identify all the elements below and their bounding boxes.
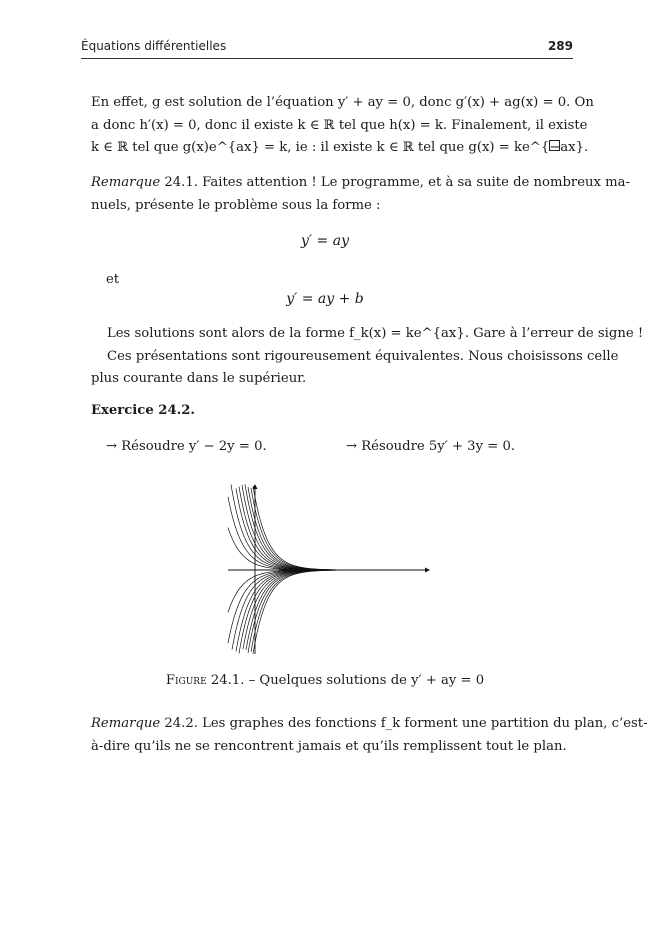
remark-24-2 [91, 713, 648, 758]
solution-curve [228, 528, 425, 570]
solution-curve [251, 570, 425, 652]
remark-24-1 [91, 172, 630, 217]
solution-curve [236, 488, 425, 570]
remark-number: 24.1. [164, 175, 198, 190]
solution-curve [239, 487, 425, 570]
remark2-number: 24.2. [164, 716, 198, 731]
remark-text-4: Ces présentations sont rigoureusement équivalentes. Nous choisissons celle [107, 348, 619, 364]
remark2-label: Remarque [91, 716, 161, 731]
remark-text-3: Les solutions sont alors de la forme f_k(x) = ke^{ax}. Gare à l’erreur de signe ! [107, 326, 644, 341]
exercise-title: Exercice 24.2. [91, 403, 196, 418]
figure-caption [0, 673, 650, 688]
equation-homogeneous: y′ = ay [301, 233, 349, 249]
solution-curve [248, 570, 425, 653]
remark-text-2: nuels, présente le problème sous la forme : [91, 197, 381, 213]
remark2-text-2: à-dire qu’ils ne se rencontrent jamais et qu’ils remplissent tout le plan. [91, 738, 567, 754]
running-header [81, 38, 573, 59]
proof-line-2: a donc h′(x) = 0, donc il existe k ∈ ℝ tel que h(x) = k. Finalement, il existe [91, 117, 588, 133]
solution-curve [246, 570, 425, 650]
solution-curve [243, 570, 425, 649]
caption-label: Figure 24.1. [165, 673, 245, 688]
solution-curve [228, 570, 425, 612]
proof-paragraph [91, 92, 594, 160]
proof-line-3: k ∈ ℝ tel que g(x)e^{ax} = k, ie : il existe k ∈ ℝ tel que g(x) = ke^{−ax}. [91, 140, 589, 155]
remark-label: Remarque [91, 175, 161, 190]
x-axis-arrow [425, 568, 430, 573]
solution-curve [239, 570, 425, 653]
proof-line-1: En effet, g est solution de l’équation y′ + ay = 0, donc g′(x) + ag(x) = 0. On [91, 95, 594, 110]
conjunction-et: et [106, 272, 120, 287]
solution-curve [253, 570, 425, 654]
exercise-item-1: → Résoudre y′ − 2y = 0. [106, 439, 267, 454]
solution-curve [248, 487, 425, 570]
exercise-item-2: → Résoudre 5y′ + 3y = 0. [346, 439, 516, 454]
solution-curve [251, 488, 425, 570]
solution-curve [253, 486, 425, 570]
solutions-figure [225, 482, 430, 657]
equation-affine: y′ = ay + b [286, 291, 364, 307]
remark2-text-1: Les graphes des fonctions f_k forment une partition du plan, c’est- [202, 716, 648, 731]
solution-curve [245, 484, 425, 570]
page-number: 289 [547, 39, 573, 53]
qed-symbol [549, 140, 560, 151]
remark-24-1-continued [91, 323, 644, 391]
solution-curve [236, 570, 425, 652]
remark-text-1: Faites attention ! Le programme, et à sa suite de nombreux ma- [202, 175, 630, 190]
solution-curve [242, 485, 425, 570]
solution-curves [228, 484, 425, 654]
chapter-title: Équations différentielles [81, 39, 227, 53]
remark-text-5: plus courante dans le supérieur. [91, 371, 307, 386]
caption-text: – Quelques solutions de y′ + ay = 0 [248, 673, 485, 688]
